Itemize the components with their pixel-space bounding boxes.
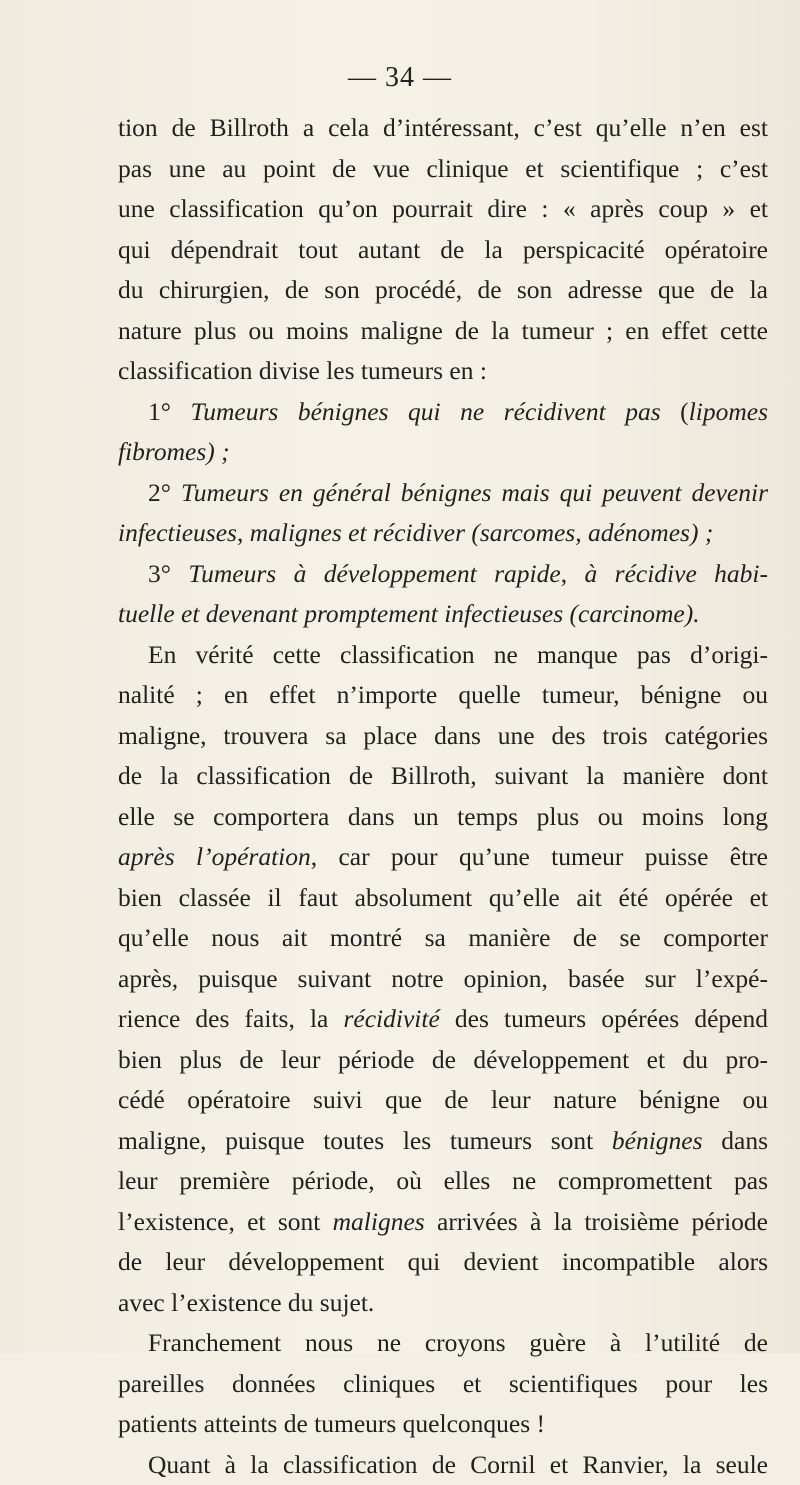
text-line (118, 1364, 768, 1405)
text-line (118, 918, 768, 959)
italic-text-segment: lipomes (689, 397, 768, 426)
text-segment: avec l’existence du sujet. (118, 1288, 374, 1317)
text-segment: ( (661, 397, 689, 426)
text-line (118, 432, 768, 473)
text-segment: bien classée il faut absolument qu’elle ait été opérée et (118, 883, 768, 912)
text-segment: dans (703, 1126, 768, 1155)
text-line (118, 189, 768, 230)
text-line (118, 1161, 768, 1202)
text-line (118, 1242, 768, 1283)
text-segment: cédé opératoire suivi que de leur nature bénigne ou (118, 1085, 768, 1114)
text-segment: rience des faits, la (118, 1004, 344, 1033)
text-line (118, 1202, 768, 1243)
text-segment: une classification qu’on pourrait dire : « après coup » et (118, 194, 768, 223)
italic-text-segment: tuelle et devenant promptement infectieuses (carcinome). (118, 599, 700, 628)
text-segment: nature plus ou moins maligne de la tumeur ; en effet cette (118, 316, 768, 345)
page-number: — 34 — (0, 62, 800, 94)
text-line (118, 513, 768, 554)
italic-text-segment: Tumeurs en général bénignes mais qui peuvent devenir (181, 478, 768, 507)
italic-text-segment: malignes (333, 1207, 425, 1236)
italic-text-segment: malignes et récidiver (sarcomes, adénomes) ; (250, 518, 714, 547)
text-line (118, 716, 768, 757)
text-segment: 1° (148, 397, 190, 426)
italic-text-segment: infectieuses (118, 518, 237, 547)
text-line (118, 108, 768, 149)
text-segment: des tumeurs opérées dépend (440, 1004, 768, 1033)
italic-text-segment: Tumeurs bénignes qui ne récidivent pas (190, 397, 660, 426)
text-segment: elle se comportera dans un temps plus ou moins long (118, 802, 768, 831)
italic-text-segment: récidivité (344, 1004, 440, 1033)
text-line (118, 878, 768, 919)
text-segment: de la classification de Billroth, suivant la manière dont (118, 761, 768, 790)
text-line (118, 1121, 768, 1162)
text-line (118, 392, 768, 433)
text-segment: leur première période, où elles ne compromettent pas (118, 1166, 768, 1195)
text-line (118, 149, 768, 190)
text-segment: patients atteints de tumeurs quelconques ! (118, 1409, 545, 1438)
text-line (118, 554, 768, 595)
text-segment: bien plus de leur période de développement et du pro- (118, 1045, 768, 1074)
text-segment: 3° (148, 559, 188, 588)
text-line (118, 1323, 768, 1364)
text-line (118, 837, 768, 878)
text-segment: maligne, trouvera sa place dans une des trois catégories (118, 721, 768, 750)
text-line (118, 959, 768, 1000)
text-segment: pareilles données cliniques et scientifiques pour les (118, 1369, 768, 1398)
text-line (118, 1080, 768, 1121)
italic-text-segment: après l’opération (118, 842, 311, 871)
text-segment: qui dépendrait tout autant de la perspicacité opératoire (118, 235, 768, 264)
text-line (118, 311, 768, 352)
text-segment: nalité ; en effet n’importe quelle tumeur, bénigne ou (118, 680, 768, 709)
italic-text-segment: Tumeurs à développement rapide (188, 559, 560, 588)
italic-text-segment: fibromes) ; (118, 437, 230, 466)
body-text (118, 108, 768, 1485)
text-line (118, 270, 768, 311)
text-line (118, 1404, 768, 1445)
text-segment: après, puisque suivant notre opinion, basée sur l’expé- (118, 964, 768, 993)
text-segment: En vérité cette classification ne manque pas d’origi- (148, 640, 768, 669)
text-line (118, 1040, 768, 1081)
text-line (118, 594, 768, 635)
text-segment: arrivées à la troisième période (425, 1207, 768, 1236)
italic-text-segment: bénignes (612, 1126, 703, 1155)
text-segment: de leur développement qui devient incompatible alors (118, 1247, 768, 1276)
text-segment: du chirurgien, de son procédé, de son adresse que de la (118, 275, 768, 304)
text-segment: qu’elle nous ait montré sa manière de se comporter (118, 923, 768, 952)
text-segment: , (561, 559, 585, 588)
text-line (118, 675, 768, 716)
text-segment: tion de Billroth a cela d’intéressant, c’est qu’elle n’en est (118, 113, 768, 142)
text-segment: l’existence, et sont (118, 1207, 333, 1236)
text-segment: Quant à la classification de Cornil et Ranvier, la seule (148, 1450, 768, 1479)
text-segment: maligne, puisque toutes les tumeurs sont (118, 1126, 612, 1155)
text-line (118, 473, 768, 514)
text-line (118, 635, 768, 676)
text-segment: , car pour qu’une tumeur puisse être (311, 842, 768, 871)
text-segment: 2° (148, 478, 181, 507)
text-line (118, 999, 768, 1040)
text-line (118, 1445, 768, 1485)
text-segment: pas une au point de vue clinique et scientifique ; c’est (118, 154, 768, 183)
text-line (118, 756, 768, 797)
text-line (118, 230, 768, 271)
text-segment: Franchement nous ne croyons guère à l’utilité de (148, 1328, 768, 1357)
text-line (118, 351, 768, 392)
italic-text-segment: à récidive habi- (585, 559, 769, 588)
text-line (118, 1283, 768, 1324)
text-segment: , (237, 518, 250, 547)
text-segment: classification divise les tumeurs en : (118, 356, 487, 385)
text-line (118, 797, 768, 838)
